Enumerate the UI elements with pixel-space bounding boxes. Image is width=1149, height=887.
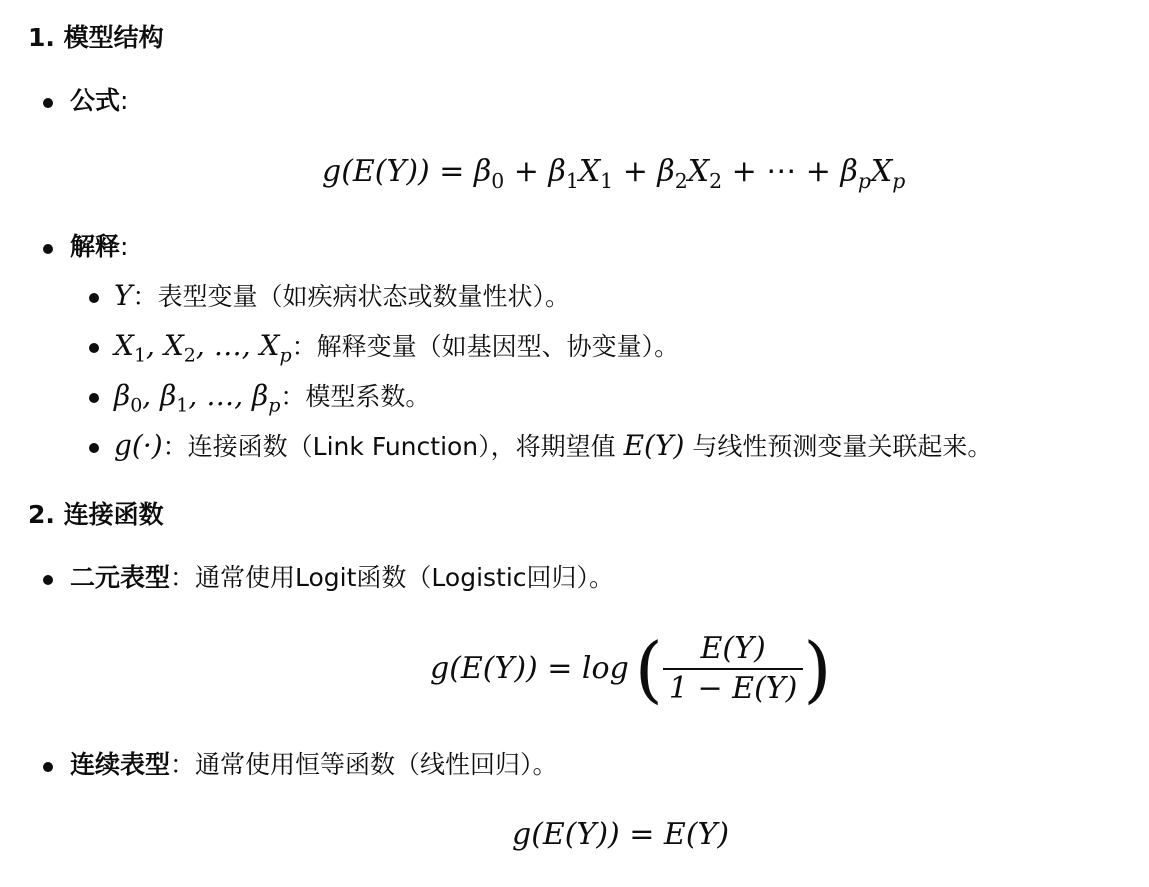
x-1: X xyxy=(578,154,601,189)
fraction-denominator: 1 − E(Y) xyxy=(663,668,803,708)
explain-colon: : xyxy=(120,232,129,261)
equation-lhs: g(E(Y)) = xyxy=(322,154,474,189)
beta-1: β xyxy=(548,154,566,189)
item-text: ：表型变量（如疾病状态或数量性状）。 xyxy=(132,282,570,311)
logit-equation xyxy=(430,627,831,711)
item-text: ：连接函数（Link Function），将期望值 xyxy=(162,432,624,461)
explain-bullet xyxy=(70,231,128,263)
sub-1: 1 xyxy=(565,169,579,194)
bullet-dot xyxy=(43,762,53,772)
glm-equation xyxy=(322,152,905,201)
formula-bullet xyxy=(70,85,128,117)
binary-bullet xyxy=(70,562,614,594)
explain-item-beta xyxy=(114,380,430,422)
right-paren: ) xyxy=(803,627,832,711)
continuous-bullet xyxy=(70,749,558,781)
bullet-dot xyxy=(43,575,53,585)
plus-dots: + ⋯ + xyxy=(722,154,841,189)
beta-p: β xyxy=(840,154,858,189)
item-text: ：解释变量（如基因型、协变量）。 xyxy=(291,332,680,361)
sub-bullet-dot xyxy=(89,393,99,403)
identity-equation: g(E(Y)) = E(Y) xyxy=(512,817,730,852)
left-paren: ( xyxy=(634,627,663,711)
item-math: $\beta_0$, $\beta_1$, …, $\beta_p$ xyxy=(114,379,281,417)
sub-p: p xyxy=(857,169,871,194)
sub-bullet-dot xyxy=(89,343,99,353)
formula-colon: : xyxy=(120,86,129,115)
item-text: ：模型系数。 xyxy=(280,382,431,411)
binary-text: ：通常使用Logit函数（Logistic回归）。 xyxy=(170,563,615,592)
logit-lhs: g(E(Y)) = log xyxy=(430,651,629,686)
explain-item-x xyxy=(114,330,679,372)
explain-label: 解释 xyxy=(70,232,121,261)
logit-fraction xyxy=(663,630,803,708)
item-math: g(·) xyxy=(114,429,163,462)
formula-label: 公式 xyxy=(70,86,121,115)
section-heading-link-function: 2. 连接函数 xyxy=(28,500,164,529)
x-2: X xyxy=(687,154,710,189)
x-p: X xyxy=(870,154,893,189)
sub-0: 0 xyxy=(491,169,505,194)
continuous-text: ：通常使用恒等函数（线性回归）。 xyxy=(170,750,558,779)
sub-x1: 1 xyxy=(600,169,614,194)
sub-2: 2 xyxy=(674,169,688,194)
item-math: Y xyxy=(114,279,133,312)
sub-bullet-dot xyxy=(89,293,99,303)
beta-2: β xyxy=(657,154,675,189)
item-math: $X_1$, $X_2$, …, $X_p$ xyxy=(114,329,292,367)
sub-bullet-dot xyxy=(89,443,99,453)
explain-item-y xyxy=(114,280,570,313)
fraction-numerator: E(Y) xyxy=(700,631,766,666)
sub-xp: p xyxy=(892,169,906,194)
sub-x2: 2 xyxy=(709,169,723,194)
bullet-dot xyxy=(43,98,53,108)
item-text-2: 与线性预测变量关联起来。 xyxy=(684,432,993,461)
plus-2: + xyxy=(613,154,658,189)
section-heading-model-structure: 1. 模型结构 xyxy=(28,23,164,52)
binary-label: 二元表型 xyxy=(70,563,171,592)
item-math-2: E(Y) xyxy=(623,429,685,462)
plus-1: + xyxy=(504,154,549,189)
explain-item-link xyxy=(114,430,992,463)
bullet-dot xyxy=(43,244,53,254)
beta-0: β xyxy=(473,154,492,189)
continuous-label: 连续表型 xyxy=(70,750,171,779)
